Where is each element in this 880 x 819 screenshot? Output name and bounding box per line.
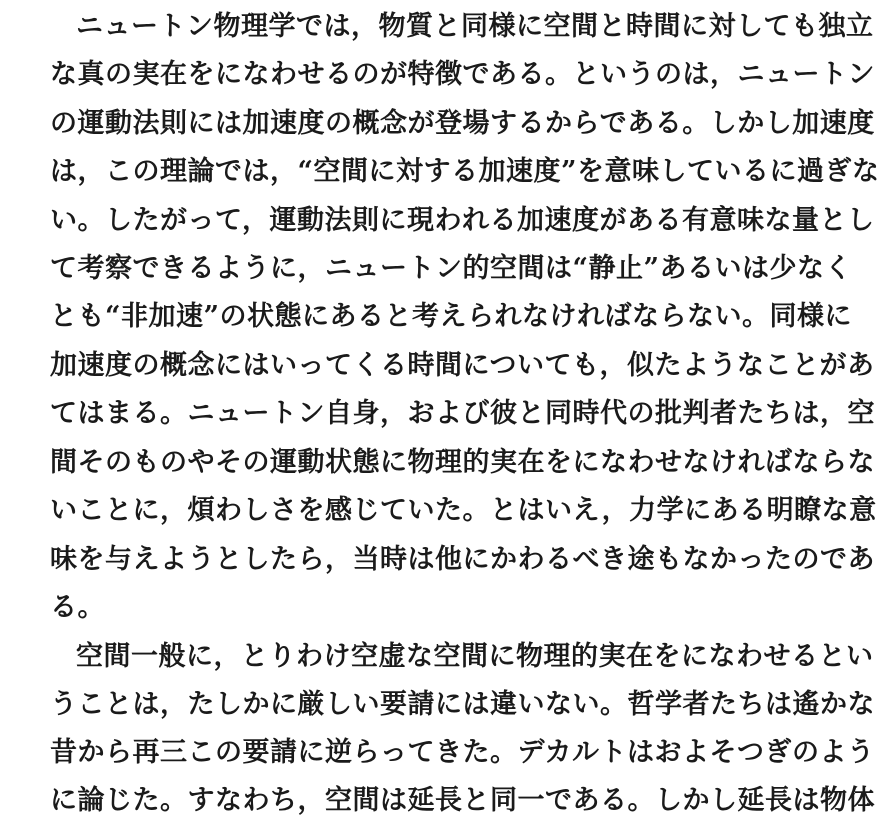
text-line: 間そのものやその運動状態に物理的実在をになわせなければならな (50, 447, 875, 478)
text-line: る。 (50, 592, 105, 623)
text-line: に論じた。すなわち，空間は延長と同一である。しかし延長は物体 (50, 785, 875, 816)
text-line: 味を与えようとしたら，当時は他にかわるべき途もなかったのであ (50, 544, 875, 575)
text-line: の運動法則には加速度の概念が登場するからである。しかし加速度 (50, 108, 875, 139)
text-line: な真の実在をになわせるのが特徴である。というのは，ニュートン (50, 59, 875, 90)
text-line: い。したがって，運動法則に現われる加速度がある有意味な量とし (50, 205, 875, 236)
text-line: とも“非加速”の状態にあると考えられなければならない。同様に (50, 301, 853, 332)
text-line: てはまる。ニュートン自身，および彼と同時代の批判者たちは，空 (50, 398, 875, 429)
text-line: て考察できるように，ニュートン的空間は“静止”あるいは少なく (50, 253, 853, 284)
text-line: 加速度の概念にはいってくる時間についても，似たようなことがあ (50, 350, 875, 381)
text-line: うことは，たしかに厳しい要請には違いない。哲学者たちは遙かな (50, 689, 875, 720)
text-line: 昔から再三この要請に逆らってきた。デカルトはおよそつぎのよう (50, 737, 875, 768)
text-line: ニュートン物理学では，物質と同様に空間と時間に対しても独立 (76, 11, 874, 42)
text-line: いことに，煩わしさを感じていた。とはいえ，力学にある明瞭な意 (50, 495, 877, 526)
text-line: は，この理論では，“空間に対する加速度”を意味しているに過ぎな (50, 156, 880, 187)
text-line: 空間一般に，とりわけ空虚な空間に物理的実在をになわせるとい (76, 641, 874, 672)
